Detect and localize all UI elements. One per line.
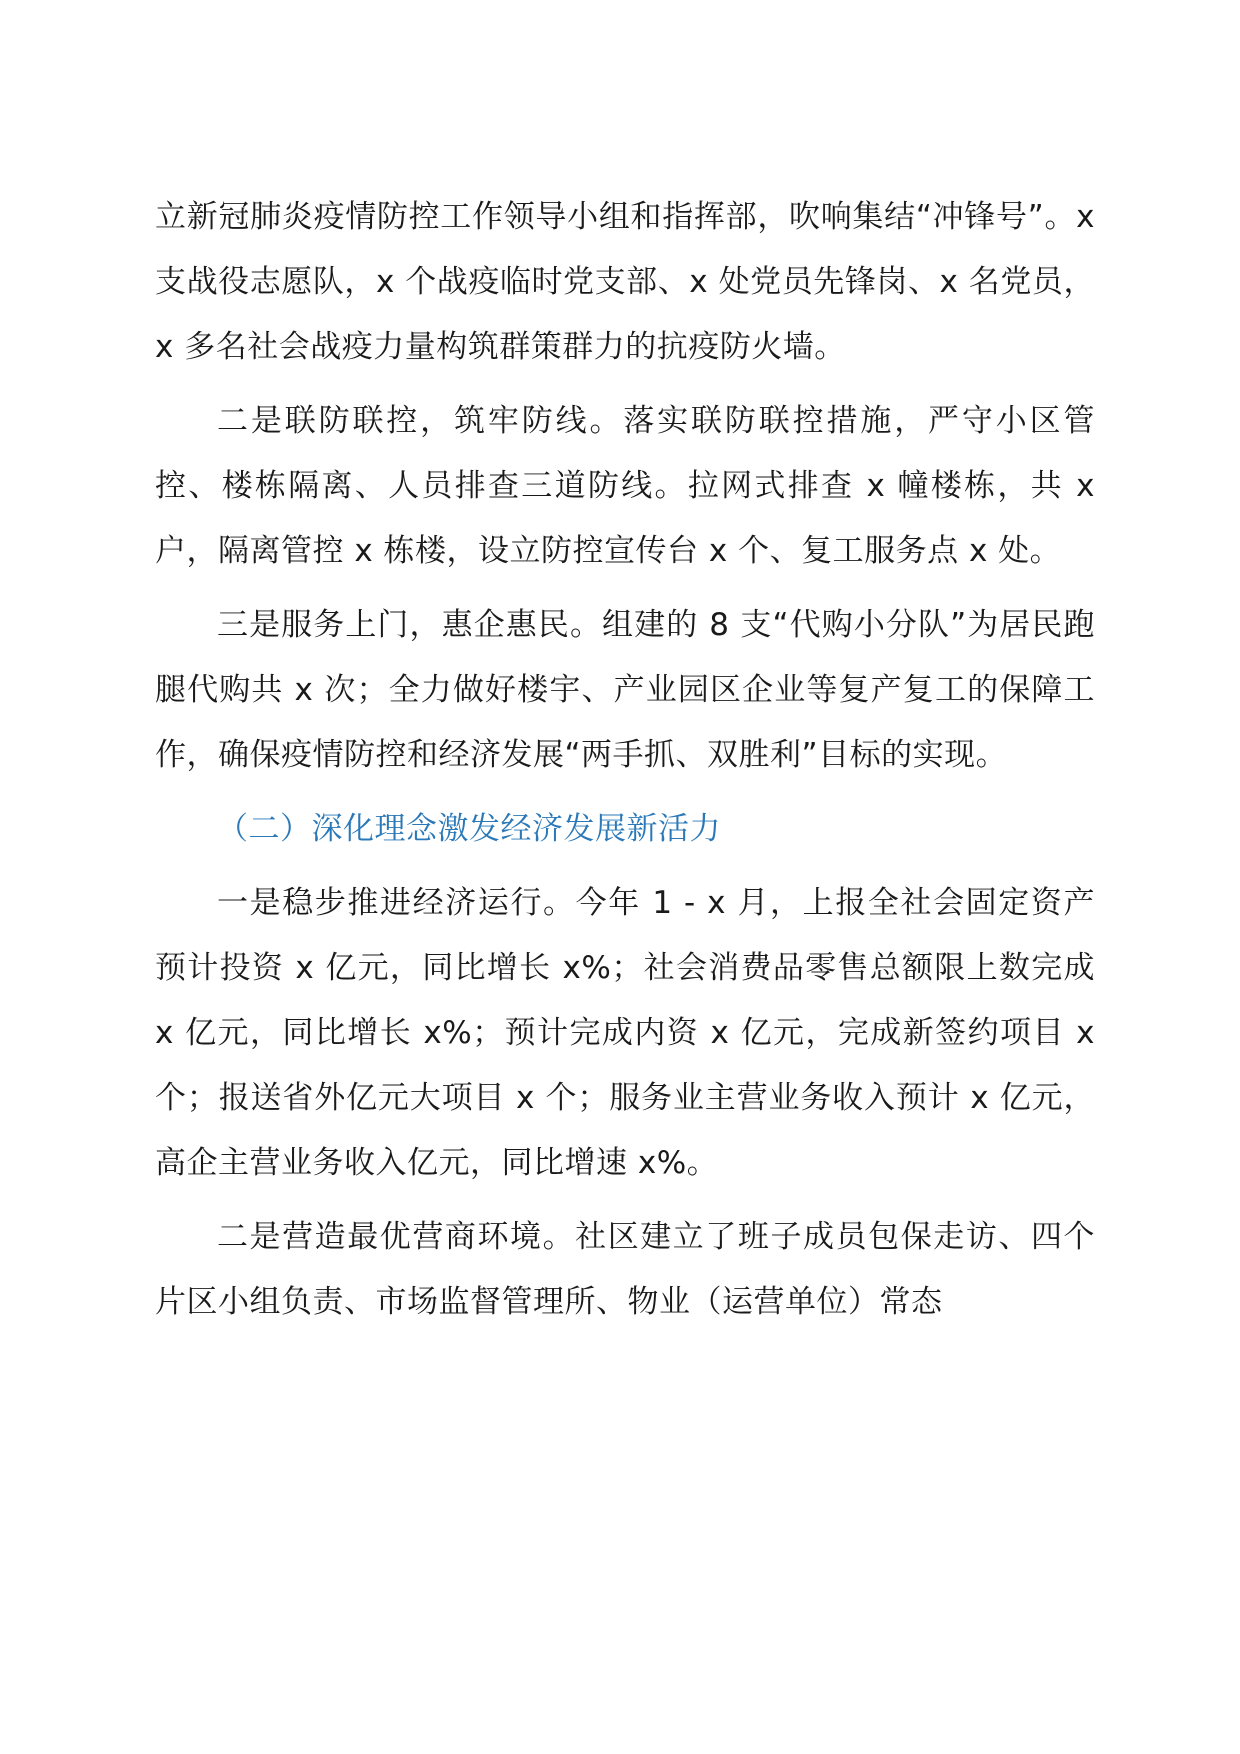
paragraph-business-environment: 二是营造最优营商环境。社区建立了班子成员包保走访、四个片区小组负责、市场监督管理所、物业（运营单位）常态 [155, 1219, 1095, 1320]
paragraph-economic-operation: 一是稳步推进经济运行。今年 1 - x 月，上报全社会固定资产预计投资 x 亿元，同比增长 x%；社会消费品零售总额限上数完成 x 亿元，同比增长 x%；预计完成内资 x 亿元，完成新签约项目 x 个；报送省外亿元大项目 x 个；服务业主营业务收入预计 x 亿元，高企主营业务收入亿元，同比增速 x%。 [155, 885, 1095, 1181]
paragraph-joint-prevention: 二是联防联控，筑牢防线。落实联防联控措施，严守小区管控、楼栋隔离、人员排查三道防线。拉网式排查 x 幢楼栋，共 x 户，隔离管控 x 栋楼，设立防控宣传台 x 个、复工服务点 x 处。 [155, 403, 1095, 569]
section-heading: （二）深化理念激发经济发展新活力 [217, 811, 721, 847]
paragraph-continuation: 立新冠肺炎疫情防控工作领导小组和指挥部，吹响集结“冲锋号”。x 支战役志愿队，x 个战疫临时党支部、x 处党员先锋岗、x 名党员，x 多名社会战疫力量构筑群策群力的抗疫防火墙。 [155, 199, 1095, 365]
paragraph-door-service: 三是服务上门，惠企惠民。组建的 8 支“代购小分队”为居民跑腿代购共 x 次；全力做好楼宇、产业园区企业等复产复工的保障工作，确保疫情防控和经济发展“两手抓、双胜利”目标的实现。 [155, 607, 1095, 773]
document-body [155, 185, 1095, 1335]
